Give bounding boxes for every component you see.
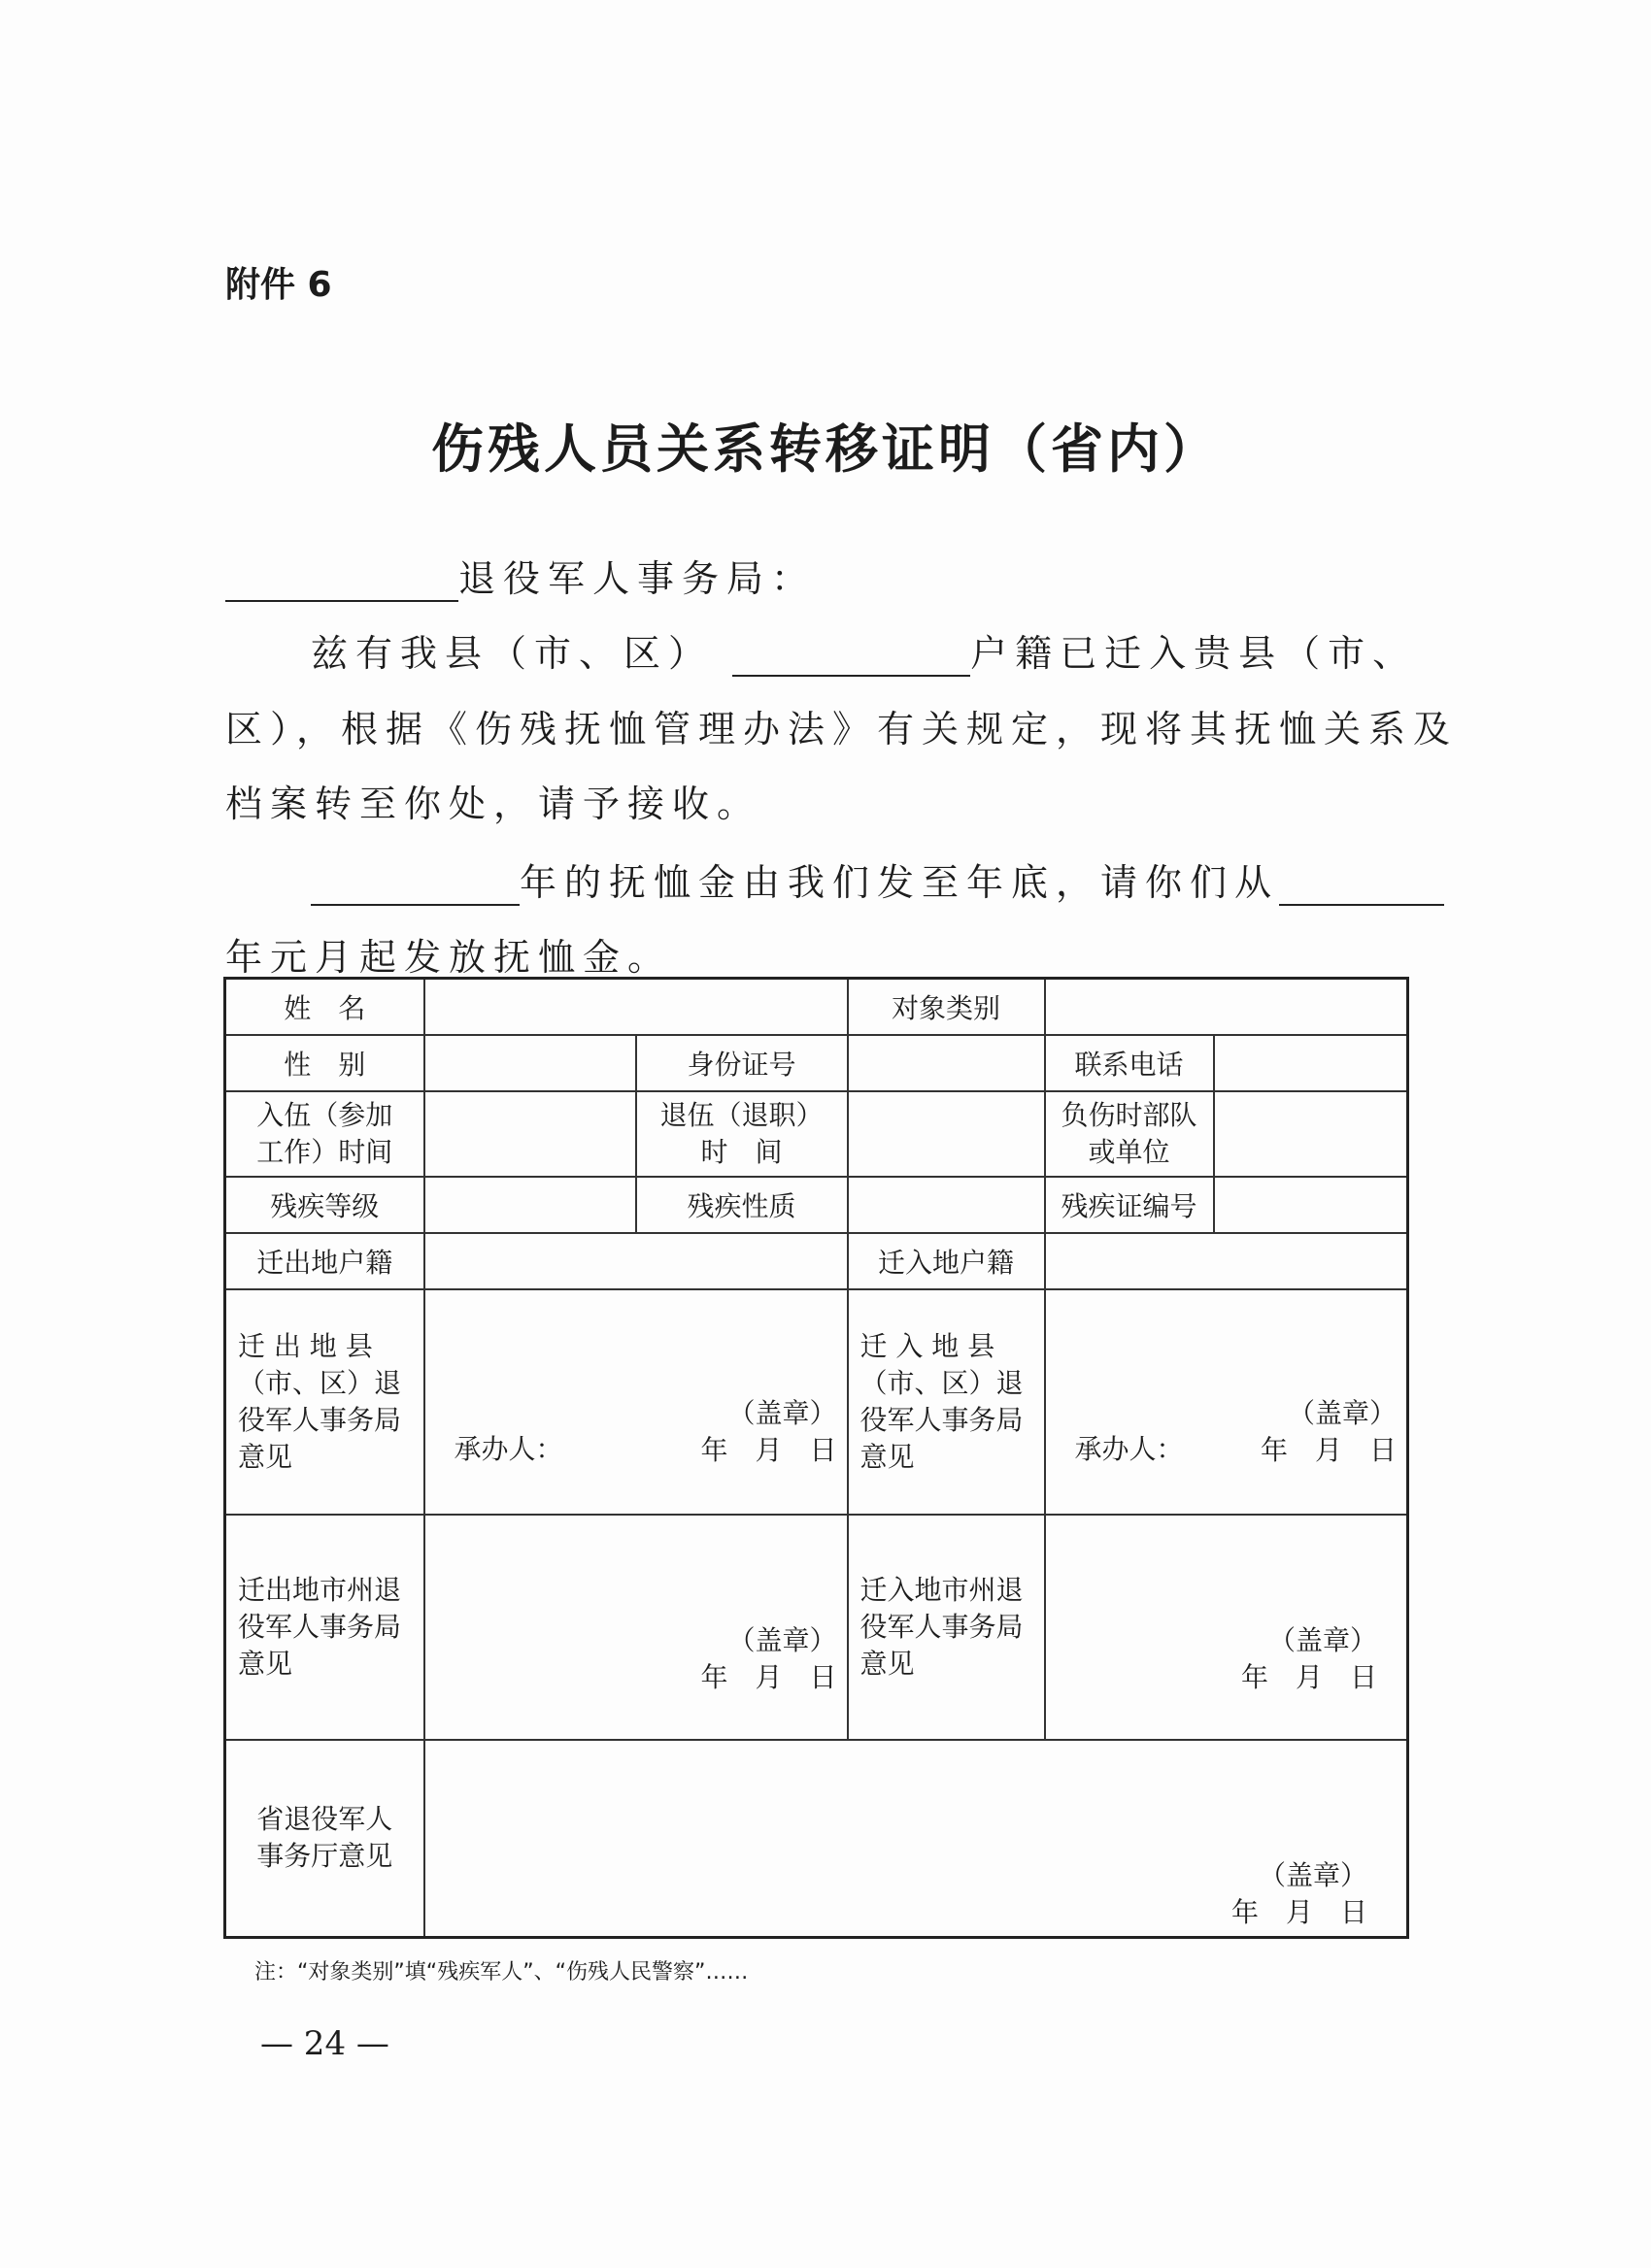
out-city-seal (700, 1622, 836, 1696)
label-disability-cert-no: 残疾证编号 (1045, 1177, 1214, 1233)
out-city-opinion-field[interactable] (424, 1515, 848, 1740)
addressee-line (225, 549, 816, 602)
label-out-city-2: 役军人事务局 (238, 1610, 402, 1643)
category-field[interactable] (1045, 979, 1408, 1035)
p2-line1-a: 年的抚恤金由我们发至年底，请你们从 (520, 861, 1280, 904)
paragraph1-line3: 档案转至你处，请予接收。 (225, 783, 762, 825)
year-blank-2[interactable] (1279, 861, 1444, 906)
gender-field[interactable] (424, 1035, 636, 1091)
label-discharge-time (636, 1091, 848, 1177)
label-discharge-2: 时 间 (700, 1135, 783, 1168)
label-in-city-3: 意见 (859, 1647, 915, 1680)
label-in-household: 迁入地户籍 (848, 1233, 1045, 1289)
paragraph1-line1 (311, 623, 1417, 677)
label-out-household: 迁出地户籍 (225, 1233, 424, 1289)
table-row (225, 1177, 1408, 1233)
discharge-time-field[interactable] (848, 1091, 1045, 1177)
table-row (225, 1233, 1408, 1289)
p1-line1-b: 户籍已迁入贵县（市、 (970, 632, 1418, 675)
label-enlist-time (225, 1091, 424, 1177)
label-gender: 性 别 (225, 1035, 424, 1091)
label-out-county-4: 意见 (238, 1440, 293, 1473)
addressee-blank[interactable] (225, 557, 458, 602)
province-seal-text: （盖章） (1258, 1858, 1367, 1891)
transfer-form-table (223, 977, 1409, 1939)
in-household-field[interactable] (1045, 1233, 1408, 1289)
label-out-city-3: 意见 (238, 1647, 293, 1680)
out-county-handler: 承办人： (454, 1432, 563, 1465)
addressee-text: 退役军人事务局： (458, 557, 817, 600)
person-name-blank[interactable] (732, 632, 970, 677)
table-row (225, 1091, 1408, 1177)
in-county-opinion-field[interactable] (1045, 1289, 1408, 1515)
name-field[interactable] (424, 979, 848, 1035)
in-county-handler: 承办人： (1074, 1432, 1184, 1465)
out-county-seal (700, 1395, 836, 1469)
label-in-county (848, 1289, 1045, 1515)
label-out-county-1: 迁 出 地 县 (238, 1329, 373, 1362)
label-out-county-3: 役军人事务局 (238, 1403, 402, 1436)
label-out-city-1: 迁出地市州退 (238, 1573, 402, 1606)
in-city-seal-text: （盖章） (1267, 1623, 1377, 1656)
out-household-field[interactable] (424, 1233, 848, 1289)
footnote: 注：“对象类别”填“残疾军人”、“伤残人民警察”…… (254, 1960, 749, 1984)
out-county-seal-text: （盖章） (727, 1396, 837, 1429)
label-in-county-2: （市、区）退 (859, 1366, 1024, 1399)
label-injury-unit-1: 负伤时部队 (1061, 1098, 1197, 1131)
label-in-city-2: 役军人事务局 (859, 1610, 1024, 1643)
in-county-seal (1261, 1395, 1397, 1469)
injury-unit-field[interactable] (1214, 1091, 1408, 1177)
province-seal (1231, 1857, 1367, 1931)
table-row (225, 1740, 1408, 1938)
out-county-date: 年 月 日 (700, 1433, 837, 1466)
label-category: 对象类别 (848, 979, 1045, 1035)
paragraph1-line2: 区），根据《伤残抚恤管理办法》有关规定，现将其抚恤关系及 (225, 708, 1459, 750)
disability-nature-field[interactable] (848, 1177, 1045, 1233)
out-county-opinion-field[interactable] (424, 1289, 848, 1515)
out-city-seal-text: （盖章） (727, 1623, 837, 1656)
in-county-seal-text: （盖章） (1287, 1396, 1397, 1429)
disability-level-field[interactable] (424, 1177, 636, 1233)
label-in-city-1: 迁入地市州退 (859, 1573, 1024, 1606)
label-enlist-time-1: 入伍（参加 (256, 1098, 393, 1131)
year-blank-1[interactable] (311, 861, 520, 906)
label-province-2: 事务厅意见 (256, 1840, 393, 1873)
label-disability-level: 残疾等级 (225, 1177, 424, 1233)
label-in-county-4: 意见 (859, 1440, 915, 1473)
label-out-county (225, 1289, 424, 1515)
page-number: — 24 — (260, 2024, 389, 2063)
label-discharge-1: 退伍（退职） (659, 1098, 824, 1131)
table-row (225, 1035, 1408, 1091)
label-in-county-3: 役军人事务局 (859, 1403, 1024, 1436)
phone-field[interactable] (1214, 1035, 1408, 1091)
label-in-county-1: 迁 入 地 县 (859, 1329, 995, 1362)
label-id-number: 身份证号 (636, 1035, 848, 1091)
label-injury-unit-2: 或单位 (1088, 1135, 1170, 1168)
in-city-date: 年 月 日 (1240, 1660, 1377, 1693)
label-disability-nature: 残疾性质 (636, 1177, 848, 1233)
province-opinion-field[interactable] (424, 1740, 1408, 1938)
paragraph2-line2: 年元月起发放抚恤金。 (225, 936, 673, 979)
table-row (225, 1289, 1408, 1515)
label-injury-unit (1045, 1091, 1214, 1177)
table-row (225, 979, 1408, 1035)
label-out-county-2: （市、区）退 (238, 1366, 402, 1399)
attachment-label: 附件 6 (225, 265, 332, 305)
label-out-city (225, 1515, 424, 1740)
label-enlist-time-2: 工作）时间 (256, 1135, 393, 1168)
paragraph2-line1 (311, 852, 1444, 906)
label-name: 姓 名 (225, 979, 424, 1035)
p1-line1-a: 兹有我县（市、区） (311, 632, 714, 675)
province-date: 年 月 日 (1230, 1895, 1367, 1928)
out-city-date: 年 月 日 (700, 1660, 837, 1693)
table-row (225, 1515, 1408, 1740)
enlist-time-field[interactable] (424, 1091, 636, 1177)
document-title: 伤残人员关系转移证明（省内） (431, 417, 1220, 480)
label-phone: 联系电话 (1045, 1035, 1214, 1091)
label-province-1: 省退役军人 (256, 1803, 393, 1836)
in-city-seal (1241, 1622, 1377, 1696)
id-number-field[interactable] (848, 1035, 1045, 1091)
in-county-date: 年 月 日 (1260, 1433, 1397, 1466)
disability-cert-no-field[interactable] (1214, 1177, 1408, 1233)
label-province (225, 1740, 424, 1938)
label-in-city (848, 1515, 1045, 1740)
in-city-opinion-field[interactable] (1045, 1515, 1408, 1740)
